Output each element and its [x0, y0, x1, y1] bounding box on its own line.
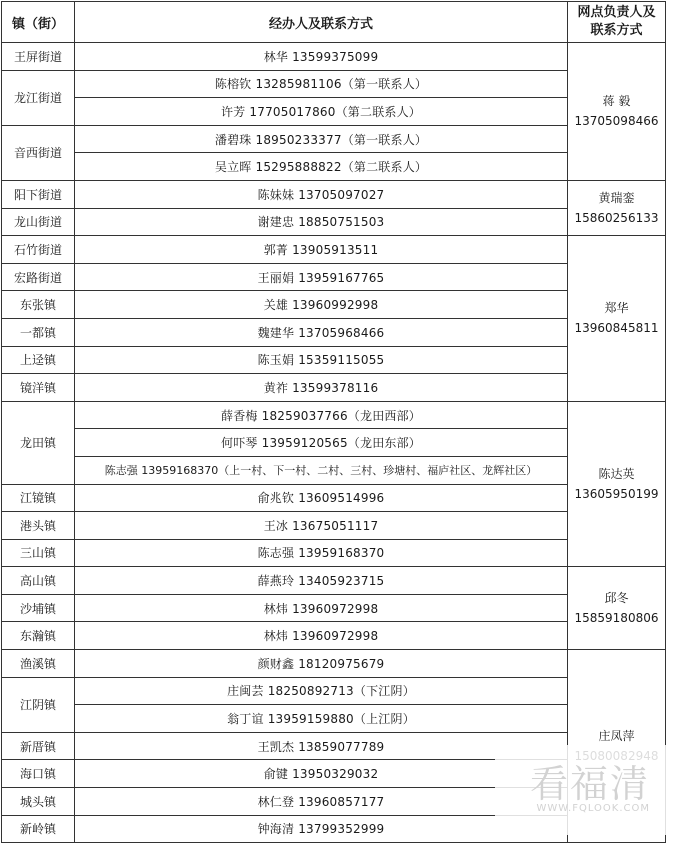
contact-cell: 薛香梅 18259037766（龙田西部）	[75, 401, 568, 429]
contact-cell: 陈志强 13959168370	[75, 539, 568, 567]
town-cell: 江阴镇	[2, 677, 75, 732]
town-cell: 新厝镇	[2, 732, 75, 760]
manager-cell	[568, 43, 666, 181]
contact-cell: 林炜 13960972998	[75, 594, 568, 622]
manager-phone: 13960845811	[574, 321, 659, 336]
contact-cell: 颜财鑫 18120975679	[75, 650, 568, 678]
contact-cell: 林仁登 13960857177	[75, 788, 568, 816]
town-cell: 城头镇	[2, 788, 75, 816]
manager-name: 黄瑞銮	[598, 191, 635, 206]
contact-cell: 许芳 17705017860（第二联系人）	[75, 98, 568, 126]
contact-cell: 陈榕钦 13285981106（第一联系人）	[75, 70, 568, 98]
town-cell: 一都镇	[2, 318, 75, 346]
contact-cell: 王凯杰 13859077789	[75, 732, 568, 760]
town-cell: 渔溪镇	[2, 650, 75, 678]
table-row	[2, 456, 666, 484]
table-row	[2, 705, 666, 733]
table-row	[2, 677, 666, 705]
header-manager	[568, 2, 666, 43]
table-row	[2, 291, 666, 319]
manager-phone: 13605950199	[574, 487, 659, 501]
contact-cell: 黄祚 13599378116	[75, 374, 568, 402]
manager-name: 邱冬	[604, 591, 629, 606]
town-cell: 上迳镇	[2, 346, 75, 374]
contact-cell: 郭菁 13905913511	[75, 236, 568, 264]
table-row	[2, 567, 666, 595]
town-cell: 王屏街道	[2, 43, 75, 71]
table-row	[2, 98, 666, 126]
watermark-url: WWW.FQLOOK.COM	[536, 803, 650, 814]
table-row	[2, 346, 666, 374]
table-row	[2, 236, 666, 264]
table-row	[2, 318, 666, 346]
manager-name: 陈达英	[598, 467, 635, 481]
manager-name: 庄凤萍	[598, 729, 635, 744]
manager-cell	[568, 401, 666, 567]
table-row	[2, 125, 666, 153]
contact-cell: 何吓琴 13959120565（龙田东部）	[75, 429, 568, 457]
table-row	[2, 208, 666, 236]
manager-phone: 13705098466	[574, 114, 659, 129]
contact-cell: 俞键 13950329032	[75, 760, 568, 788]
header-town: 镇（街）	[2, 2, 75, 43]
table-row	[2, 401, 666, 429]
contact-cell: 翁丁谊 13959159880（上江阴）	[75, 705, 568, 733]
contact-cell: 吴立晖 15295888822（第二联系人）	[75, 153, 568, 181]
table-row	[2, 180, 666, 208]
town-cell: 高山镇	[2, 567, 75, 595]
contact-cell: 关雄 13960992998	[75, 291, 568, 319]
table-row	[2, 374, 666, 402]
manager-name: 郑华	[604, 301, 629, 316]
table-row	[2, 650, 666, 678]
town-cell: 镜洋镇	[2, 374, 75, 402]
contact-cell: 魏建华 13705968466	[75, 318, 568, 346]
town-cell: 东张镇	[2, 291, 75, 319]
contact-cell: 薛燕玲 13405923715	[75, 567, 568, 595]
table-row	[2, 594, 666, 622]
manager-cell	[568, 567, 666, 650]
town-cell: 阳下街道	[2, 180, 75, 208]
manager-cell	[568, 236, 666, 402]
header-manager-line1: 网点负责人及	[577, 5, 656, 20]
table-row	[2, 263, 666, 291]
table-row	[2, 512, 666, 540]
table-row	[2, 622, 666, 650]
contact-cell: 林华 13599375099	[75, 43, 568, 71]
town-cell: 沙埔镇	[2, 594, 75, 622]
town-cell: 东瀚镇	[2, 622, 75, 650]
table-row	[2, 539, 666, 567]
manager-phone: 15860256133	[574, 211, 659, 226]
contact-table	[1, 1, 666, 843]
site-watermark	[495, 745, 676, 835]
table-row	[2, 70, 666, 98]
contact-cell: 林炜 13960972998	[75, 622, 568, 650]
town-cell: 宏路街道	[2, 263, 75, 291]
contact-cell: 庄闽芸 18250892713（下江阴）	[75, 677, 568, 705]
town-cell: 石竹街道	[2, 236, 75, 264]
contact-cell: 陈志强 13959168370（上一村、下一村、二村、三村、珍塘村、福庐社区、龙辉社区）	[75, 456, 568, 484]
table-row	[2, 153, 666, 181]
town-cell: 龙田镇	[2, 401, 75, 484]
contact-cell: 俞兆钦 13609514996	[75, 484, 568, 512]
town-cell: 海口镇	[2, 760, 75, 788]
contact-cell: 潘碧珠 18950233377（第一联系人）	[75, 125, 568, 153]
manager-name: 蒋 毅	[602, 94, 631, 109]
town-cell: 三山镇	[2, 539, 75, 567]
town-cell: 龙山街道	[2, 208, 75, 236]
contact-cell: 王丽娟 13959167765	[75, 263, 568, 291]
contact-cell: 王冰 13675051117	[75, 512, 568, 540]
town-cell: 港头镇	[2, 512, 75, 540]
contact-cell: 谢建忠 18850751503	[75, 208, 568, 236]
watermark-logo-text: 看福清	[529, 762, 650, 806]
header-manager-line2: 联系方式	[590, 23, 643, 38]
contact-cell: 陈玉娟 15359115055	[75, 346, 568, 374]
table-row	[2, 43, 666, 71]
manager-phone: 15859180806	[574, 611, 659, 626]
contact-cell: 陈妹妹 13705097027	[75, 180, 568, 208]
manager-cell	[568, 180, 666, 235]
town-cell: 音西街道	[2, 125, 75, 180]
header-row	[2, 2, 666, 43]
table-row	[2, 429, 666, 457]
table-row	[2, 484, 666, 512]
town-cell: 江镜镇	[2, 484, 75, 512]
header-contact: 经办人及联系方式	[75, 2, 568, 43]
contact-cell: 钟海清 13799352999	[75, 815, 568, 843]
town-cell: 新岭镇	[2, 815, 75, 843]
town-cell: 龙江街道	[2, 70, 75, 125]
